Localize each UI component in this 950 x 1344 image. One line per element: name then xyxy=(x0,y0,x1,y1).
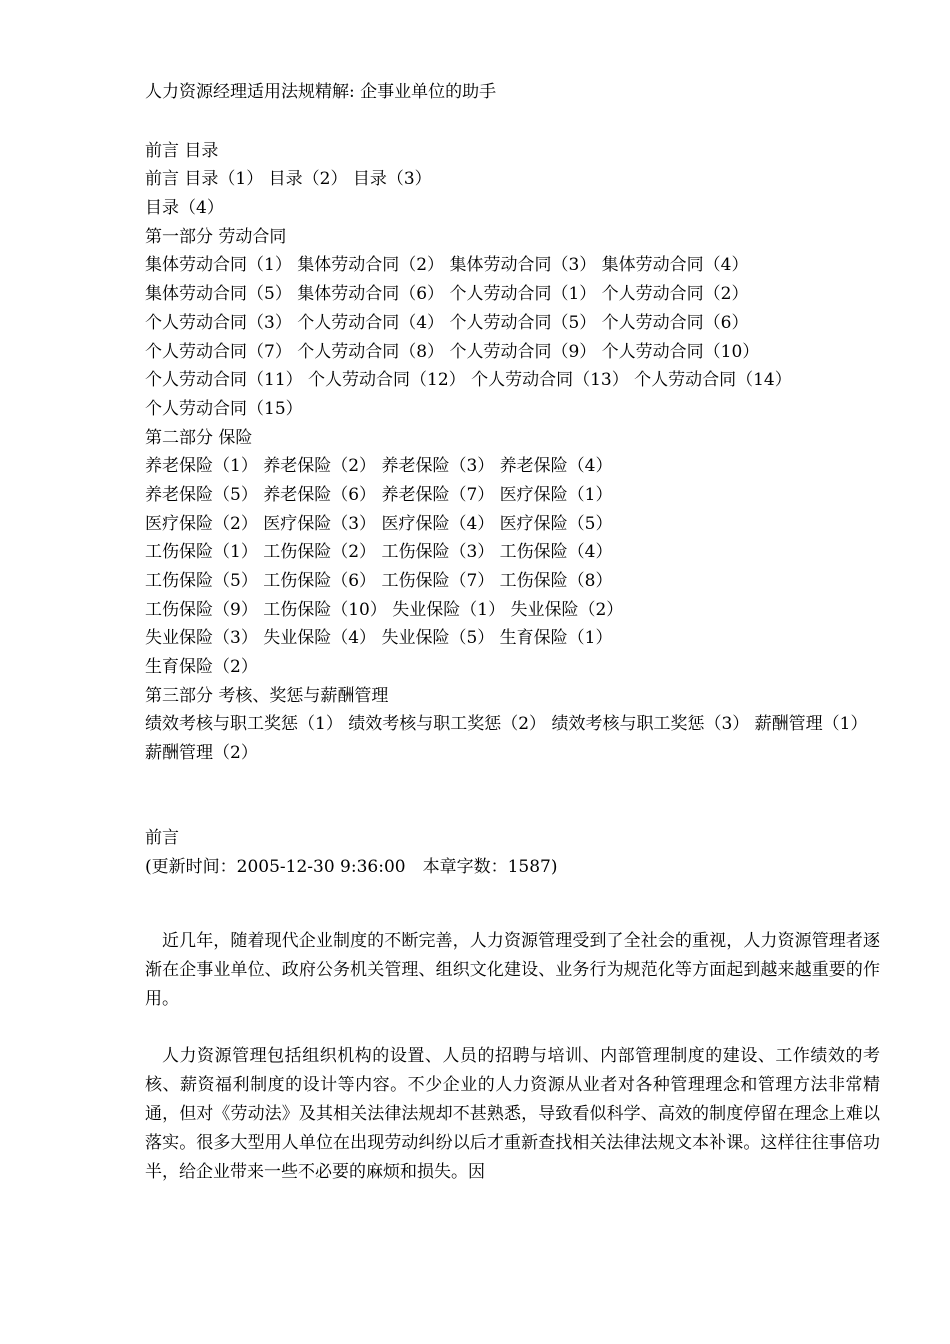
toc-line[interactable]: 生育保险（2） xyxy=(145,657,258,678)
document-title: 人力资源经理适用法规精解: 企事业单位的助手 xyxy=(145,82,497,102)
toc-line[interactable]: 绩效考核与职工奖惩（1） 绩效考核与职工奖惩（2） 绩效考核与职工奖惩（3） 薪酬管理（1） xyxy=(145,714,868,735)
document-page xyxy=(145,78,880,1187)
paragraph: 人力资源管理包括组织机构的设置、人员的招聘与培训、内部管理制度的建设、工作绩效的考核、薪资福利制度的设计等内容。不少企业的人力资源从业者对各种管理理念和管理方法非常精通，但对《劳动法》及其相关法律法规却不甚熟悉，导致看似科学、高效的制度停留在理念上难以落实。很多大型用人单位在出现劳动纠纷以后才重新查找相关法律法规文本补课。这样往往事倍功半，给企业带来一些不必要的麻烦和损失。因 xyxy=(145,1046,880,1183)
spacer xyxy=(145,768,880,824)
toc-line[interactable]: 工伤保险（1） 工伤保险（2） 工伤保险（3） 工伤保险（4） xyxy=(145,542,613,563)
toc-line[interactable]: 前言 目录（1） 目录（2） 目录（3） xyxy=(145,169,432,190)
toc-line[interactable]: 养老保险（5） 养老保险（6） 养老保险（7） 医疗保险（1） xyxy=(145,484,613,505)
toc-line[interactable]: 个人劳动合同（7） 个人劳动合同（8） 个人劳动合同（9） 个人劳动合同（10） xyxy=(145,341,760,362)
toc-line[interactable]: 目录（4） xyxy=(145,198,224,219)
toc-line[interactable]: 前言 目录 xyxy=(145,140,219,161)
chapter-meta: (更新时间：2005-12-30 9:36:00 本章字数：1587) xyxy=(145,856,558,877)
toc-section-heading[interactable]: 第一部分 劳动合同 xyxy=(145,226,287,247)
toc-section-heading[interactable]: 第二部分 保险 xyxy=(145,427,253,448)
toc-line[interactable]: 失业保险（3） 失业保险（4） 失业保险（5） 生育保险（1） xyxy=(145,628,613,649)
toc-line[interactable]: 集体劳动合同（1） 集体劳动合同（2） 集体劳动合同（3） 集体劳动合同（4） xyxy=(145,255,749,276)
toc-section-heading[interactable]: 第三部分 考核、奖惩与薪酬管理 xyxy=(145,685,389,706)
paragraph: 近几年，随着现代企业制度的不断完善，人力资源管理受到了全社会的重视，人力资源管理者逐渐在企事业单位、政府公务机关管理、组织文化建设、业务行为规范化等方面起到越来越重要的作用。 xyxy=(145,931,880,1010)
toc-line[interactable]: 个人劳动合同（11） 个人劳动合同（12） 个人劳动合同（13） 个人劳动合同（14） xyxy=(145,370,792,391)
toc-line[interactable]: 工伤保险（9） 工伤保险（10） 失业保险（1） 失业保险（2） xyxy=(145,599,624,620)
spacer xyxy=(145,881,880,927)
spacer xyxy=(145,1014,880,1042)
toc-line[interactable]: 养老保险（1） 养老保险（2） 养老保险（3） 养老保险（4） xyxy=(145,456,613,477)
toc-line[interactable]: 工伤保险（5） 工伤保险（6） 工伤保险（7） 工伤保险（8） xyxy=(145,571,613,591)
toc-line[interactable]: 个人劳动合同（15） xyxy=(145,398,303,419)
toc-line[interactable]: 集体劳动合同（5） 集体劳动合同（6） 个人劳动合同（1） 个人劳动合同（2） xyxy=(145,284,749,305)
chapter-heading: 前言 xyxy=(145,827,179,848)
toc-line[interactable]: 个人劳动合同（3） 个人劳动合同（4） 个人劳动合同（5） 个人劳动合同（6） xyxy=(145,312,749,333)
table-of-contents xyxy=(145,137,880,768)
toc-line[interactable]: 薪酬管理（2） xyxy=(145,743,258,764)
toc-line[interactable]: 医疗保险（2） 医疗保险（3） 医疗保险（4） 医疗保险（5） xyxy=(145,513,613,534)
